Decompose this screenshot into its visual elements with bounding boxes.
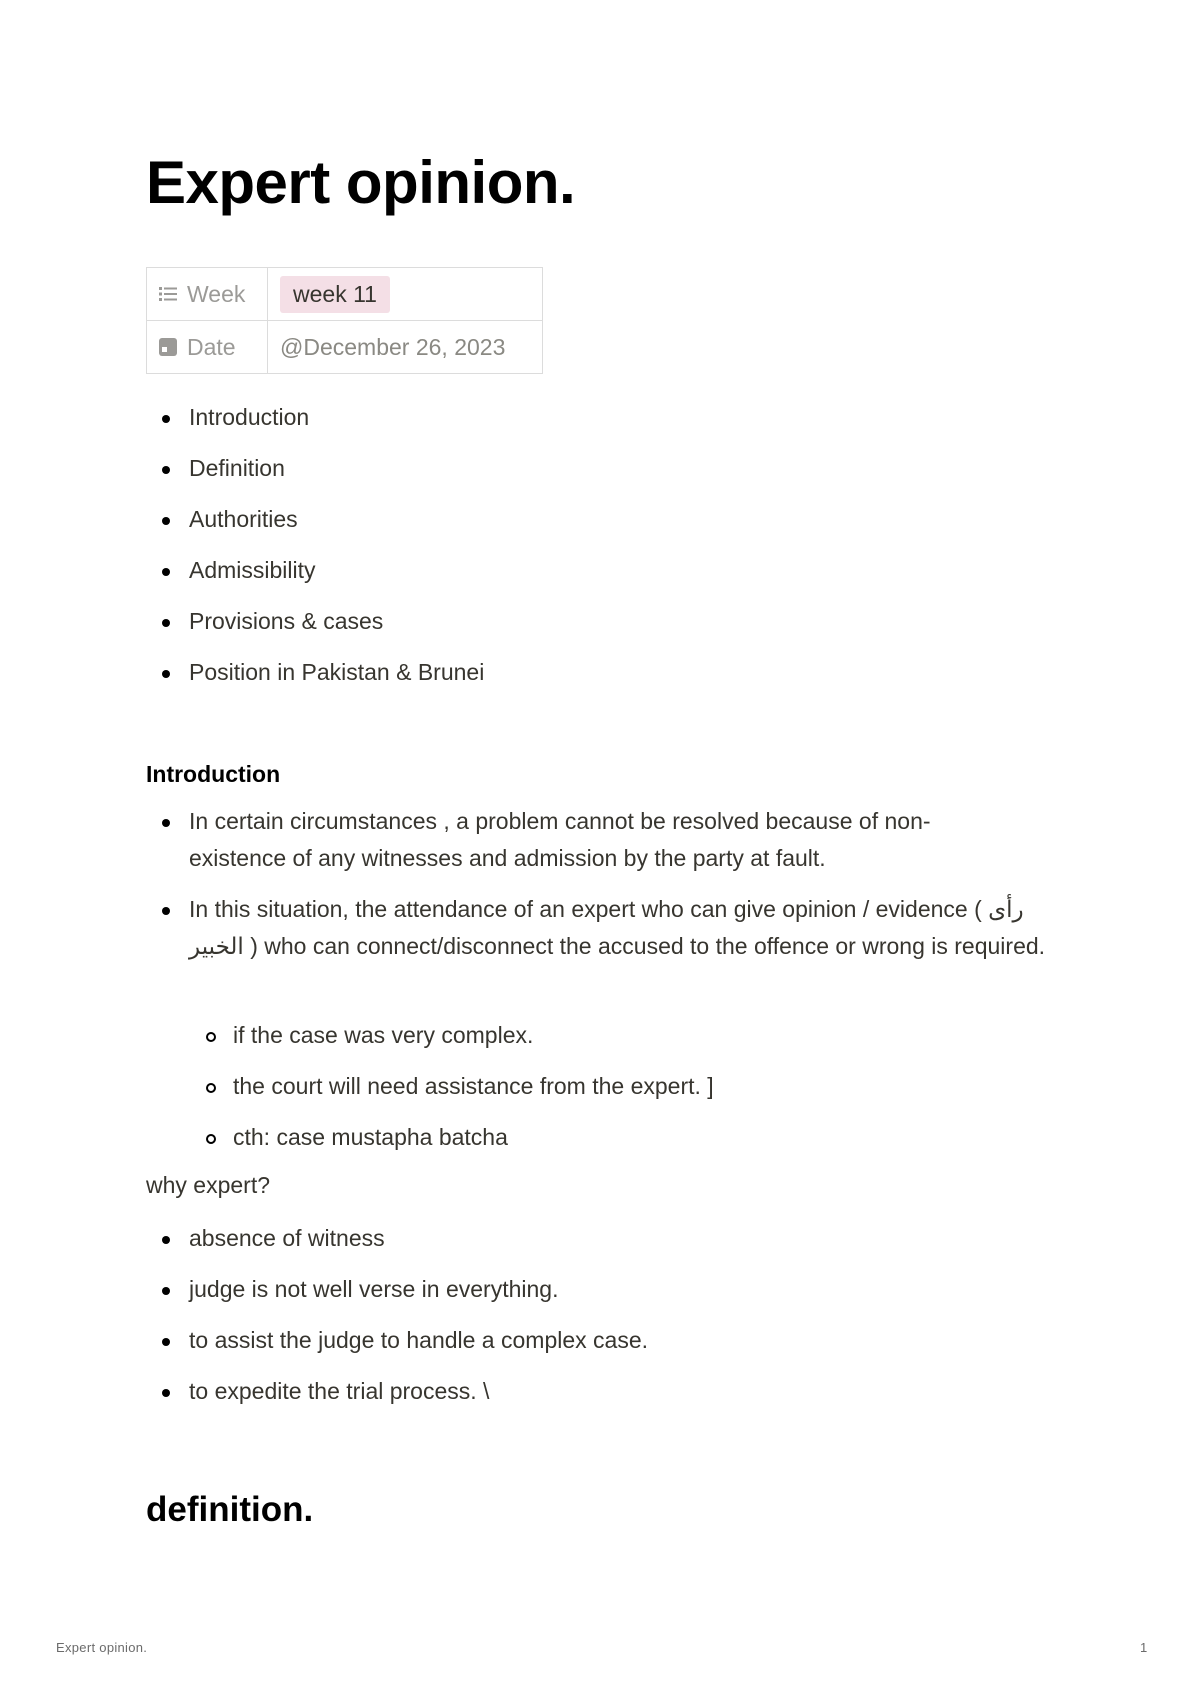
why-expert-bullet: judge is not well verse in everything. <box>146 1271 1026 1308</box>
why-expert-bullet: to expedite the trial process. \ <box>146 1373 1026 1410</box>
week-tag[interactable]: week 11 <box>280 276 390 313</box>
calendar-icon <box>159 338 177 356</box>
footer-title: Expert opinion. <box>56 1640 148 1655</box>
introduction-bullet: In this situation, the attendance of an expert who can give opinion / evidence ( رأى الخبير ) who can connect/disconnect the accused to the offence or wrong is required. <box>146 891 1046 965</box>
why-expert-list <box>146 1220 1026 1410</box>
outline-item: Admissibility <box>146 552 1026 589</box>
outline-item: Introduction <box>146 399 1026 436</box>
introduction-list <box>146 803 1046 965</box>
introduction-heading: Introduction <box>146 761 281 787</box>
sub-bullet: the court will need assistance from the expert. ] <box>146 1068 1026 1105</box>
sub-bullet: if the case was very complex. <box>146 1017 1026 1054</box>
outline-item: Authorities <box>146 501 1026 538</box>
outline-list <box>146 399 1026 691</box>
why-expert-bullet: absence of witness <box>146 1220 1026 1257</box>
list-icon <box>159 286 177 302</box>
why-expert-label: why expert? <box>146 1172 271 1198</box>
outline-item: Position in Pakistan & Brunei <box>146 654 1026 691</box>
date-value[interactable]: @December 26, 2023 <box>280 333 506 360</box>
definition-heading: definition. <box>146 1490 314 1529</box>
outline-item: Definition <box>146 450 1026 487</box>
property-name-week: Week <box>187 280 246 307</box>
property-name-date: Date <box>187 333 236 360</box>
why-expert-bullet: to assist the judge to handle a complex case. <box>146 1322 1026 1359</box>
introduction-bullet: In certain circumstances , a problem cannot be resolved because of non-existence of any witnesses and admission by the party at fault. <box>146 803 1046 877</box>
sub-bullet: cth: case mustapha batcha <box>146 1119 1026 1156</box>
property-row-date <box>147 321 543 374</box>
page-title: Expert opinion. <box>146 149 576 216</box>
introduction-sub-list <box>146 1017 1026 1156</box>
property-row-week <box>147 268 543 321</box>
page-number: 1 <box>1140 1640 1148 1655</box>
properties-table <box>146 267 543 374</box>
outline-item: Provisions & cases <box>146 603 1026 640</box>
